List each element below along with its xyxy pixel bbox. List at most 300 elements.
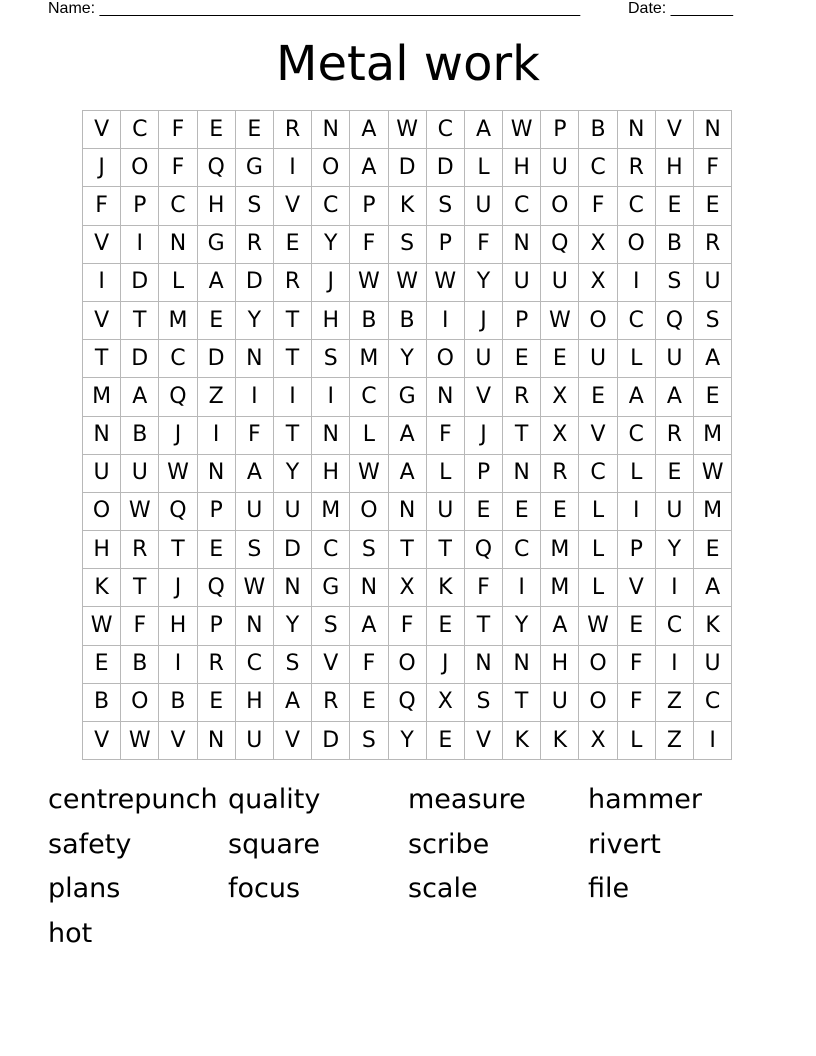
- grid-cell[interactable]: H: [236, 684, 274, 722]
- grid-cell[interactable]: D: [274, 531, 312, 569]
- grid-cell[interactable]: V: [618, 569, 656, 607]
- grid-cell[interactable]: U: [465, 340, 503, 378]
- grid-cell[interactable]: O: [618, 226, 656, 264]
- grid-cell[interactable]: R: [121, 531, 159, 569]
- grid-cell[interactable]: I: [503, 569, 541, 607]
- grid-cell[interactable]: S: [427, 187, 465, 225]
- grid-cell[interactable]: R: [503, 378, 541, 416]
- grid-cell[interactable]: F: [579, 187, 617, 225]
- grid-cell[interactable]: E: [465, 493, 503, 531]
- grid-cell[interactable]: V: [656, 111, 694, 149]
- grid-cell[interactable]: H: [312, 455, 350, 493]
- grid-cell[interactable]: S: [350, 722, 388, 760]
- grid-cell[interactable]: F: [236, 417, 274, 455]
- grid-cell[interactable]: U: [656, 340, 694, 378]
- word-bank-item: hot: [48, 918, 93, 950]
- grid-cell[interactable]: V: [579, 417, 617, 455]
- grid-cell[interactable]: I: [656, 569, 694, 607]
- grid-cell[interactable]: R: [656, 417, 694, 455]
- grid-cell[interactable]: L: [159, 264, 197, 302]
- grid-cell[interactable]: L: [618, 722, 656, 760]
- grid-cell[interactable]: M: [159, 302, 197, 340]
- grid-cell[interactable]: G: [312, 569, 350, 607]
- grid-cell[interactable]: E: [503, 340, 541, 378]
- grid-cell[interactable]: F: [159, 111, 197, 149]
- grid-cell[interactable]: M: [541, 569, 579, 607]
- grid-cell[interactable]: R: [694, 226, 732, 264]
- grid-cell[interactable]: H: [656, 149, 694, 187]
- grid-cell[interactable]: F: [694, 149, 732, 187]
- grid-cell[interactable]: O: [121, 684, 159, 722]
- grid-cell[interactable]: S: [236, 187, 274, 225]
- grid-cell[interactable]: B: [121, 646, 159, 684]
- grid-cell[interactable]: G: [198, 226, 236, 264]
- grid-cell[interactable]: N: [618, 111, 656, 149]
- grid-cell[interactable]: R: [274, 111, 312, 149]
- grid-cell[interactable]: X: [389, 569, 427, 607]
- grid-cell[interactable]: P: [121, 187, 159, 225]
- grid-cell[interactable]: E: [427, 722, 465, 760]
- grid-cell[interactable]: A: [694, 340, 732, 378]
- grid-cell[interactable]: R: [198, 646, 236, 684]
- grid-cell[interactable]: V: [83, 722, 121, 760]
- name-field[interactable]: Name: ______________________________________________________: [48, 0, 581, 17]
- grid-cell[interactable]: F: [465, 226, 503, 264]
- grid-cell[interactable]: A: [618, 378, 656, 416]
- grid-cell[interactable]: R: [541, 455, 579, 493]
- grid-cell[interactable]: Q: [656, 302, 694, 340]
- grid-cell[interactable]: Y: [236, 302, 274, 340]
- grid-cell[interactable]: T: [389, 531, 427, 569]
- grid-cell[interactable]: I: [656, 646, 694, 684]
- grid-cell[interactable]: X: [579, 226, 617, 264]
- grid-cell[interactable]: C: [618, 302, 656, 340]
- grid-cell[interactable]: N: [503, 226, 541, 264]
- grid-cell[interactable]: X: [579, 264, 617, 302]
- grid-cell[interactable]: C: [694, 684, 732, 722]
- grid-cell[interactable]: D: [121, 264, 159, 302]
- grid-cell[interactable]: U: [579, 340, 617, 378]
- grid-cell[interactable]: M: [350, 340, 388, 378]
- grid-cell[interactable]: M: [694, 493, 732, 531]
- word-bank-item: safety: [48, 828, 132, 860]
- grid-cell[interactable]: E: [198, 302, 236, 340]
- grid-cell[interactable]: C: [579, 455, 617, 493]
- grid-cell[interactable]: D: [198, 340, 236, 378]
- grid-cell[interactable]: B: [159, 684, 197, 722]
- grid-cell[interactable]: T: [121, 569, 159, 607]
- grid-cell[interactable]: R: [236, 226, 274, 264]
- grid-cell[interactable]: I: [312, 378, 350, 416]
- grid-cell[interactable]: N: [312, 417, 350, 455]
- grid-cell[interactable]: L: [350, 417, 388, 455]
- grid-cell[interactable]: L: [579, 531, 617, 569]
- grid-cell[interactable]: A: [236, 455, 274, 493]
- grid-cell[interactable]: T: [503, 684, 541, 722]
- grid-cell[interactable]: P: [198, 493, 236, 531]
- grid-cell[interactable]: N: [274, 569, 312, 607]
- word-bank-item: quality: [228, 784, 321, 815]
- grid-cell[interactable]: H: [198, 187, 236, 225]
- grid-cell[interactable]: T: [503, 417, 541, 455]
- grid-cell[interactable]: S: [656, 264, 694, 302]
- word-bank-item: scale: [408, 873, 478, 905]
- grid-cell[interactable]: F: [427, 417, 465, 455]
- grid-cell[interactable]: M: [312, 493, 350, 531]
- grid-cell[interactable]: C: [656, 607, 694, 645]
- grid-cell[interactable]: L: [618, 455, 656, 493]
- grid-cell[interactable]: U: [427, 493, 465, 531]
- grid-cell[interactable]: S: [274, 646, 312, 684]
- grid-cell[interactable]: E: [579, 378, 617, 416]
- grid-cell[interactable]: V: [465, 722, 503, 760]
- grid-cell[interactable]: P: [465, 455, 503, 493]
- grid-cell[interactable]: W: [121, 722, 159, 760]
- grid-cell[interactable]: X: [541, 417, 579, 455]
- grid-cell[interactable]: I: [618, 493, 656, 531]
- grid-cell[interactable]: I: [198, 417, 236, 455]
- grid-cell[interactable]: A: [694, 569, 732, 607]
- grid-cell[interactable]: E: [198, 684, 236, 722]
- grid-cell[interactable]: L: [465, 149, 503, 187]
- grid-cell[interactable]: S: [350, 531, 388, 569]
- grid-cell[interactable]: P: [503, 302, 541, 340]
- grid-cell[interactable]: W: [236, 569, 274, 607]
- grid-cell[interactable]: V: [83, 302, 121, 340]
- grid-cell[interactable]: D: [121, 340, 159, 378]
- grid-cell[interactable]: S: [465, 684, 503, 722]
- grid-cell[interactable]: W: [389, 111, 427, 149]
- grid-cell[interactable]: A: [274, 684, 312, 722]
- grid-cell[interactable]: F: [389, 607, 427, 645]
- grid-cell[interactable]: C: [579, 149, 617, 187]
- grid-cell[interactable]: B: [121, 417, 159, 455]
- grid-cell[interactable]: U: [274, 493, 312, 531]
- grid-cell[interactable]: H: [159, 607, 197, 645]
- grid-cell[interactable]: W: [579, 607, 617, 645]
- grid-cell[interactable]: A: [350, 111, 388, 149]
- grid-cell[interactable]: P: [198, 607, 236, 645]
- grid-cell[interactable]: W: [427, 264, 465, 302]
- grid-cell[interactable]: N: [159, 226, 197, 264]
- grid-cell[interactable]: Y: [389, 340, 427, 378]
- grid-cell[interactable]: O: [83, 493, 121, 531]
- grid-cell[interactable]: C: [350, 378, 388, 416]
- grid-cell[interactable]: U: [694, 264, 732, 302]
- grid-cell[interactable]: C: [503, 531, 541, 569]
- grid-cell[interactable]: E: [694, 378, 732, 416]
- grid-cell[interactable]: F: [618, 684, 656, 722]
- grid-cell[interactable]: E: [350, 684, 388, 722]
- grid-cell[interactable]: D: [236, 264, 274, 302]
- grid-cell[interactable]: N: [503, 646, 541, 684]
- grid-cell[interactable]: L: [579, 569, 617, 607]
- grid-cell[interactable]: N: [83, 417, 121, 455]
- grid-cell[interactable]: E: [274, 226, 312, 264]
- grid-cell[interactable]: W: [503, 111, 541, 149]
- grid-cell[interactable]: M: [694, 417, 732, 455]
- grid-cell[interactable]: Y: [503, 607, 541, 645]
- grid-cell[interactable]: A: [541, 607, 579, 645]
- grid-cell[interactable]: Q: [389, 684, 427, 722]
- grid-cell[interactable]: T: [274, 302, 312, 340]
- grid-cell[interactable]: O: [579, 684, 617, 722]
- grid-cell[interactable]: H: [503, 149, 541, 187]
- grid-cell[interactable]: C: [159, 187, 197, 225]
- grid-cell[interactable]: V: [83, 111, 121, 149]
- grid-cell[interactable]: U: [236, 493, 274, 531]
- grid-cell[interactable]: I: [236, 378, 274, 416]
- grid-cell[interactable]: L: [618, 340, 656, 378]
- grid-cell[interactable]: K: [503, 722, 541, 760]
- grid-cell[interactable]: Q: [198, 569, 236, 607]
- grid-cell[interactable]: U: [236, 722, 274, 760]
- grid-cell[interactable]: Z: [656, 684, 694, 722]
- grid-cell[interactable]: Q: [465, 531, 503, 569]
- grid-cell[interactable]: J: [312, 264, 350, 302]
- grid-cell[interactable]: V: [312, 646, 350, 684]
- grid-cell[interactable]: T: [121, 302, 159, 340]
- grid-cell[interactable]: I: [274, 378, 312, 416]
- grid-cell[interactable]: N: [427, 378, 465, 416]
- grid-cell[interactable]: A: [389, 417, 427, 455]
- grid-cell[interactable]: Y: [389, 722, 427, 760]
- grid-cell[interactable]: W: [83, 607, 121, 645]
- grid-cell[interactable]: O: [579, 302, 617, 340]
- grid-cell[interactable]: U: [541, 149, 579, 187]
- date-field[interactable]: Date: _______: [628, 0, 733, 17]
- word-bank-item: focus: [228, 873, 301, 905]
- grid-cell[interactable]: T: [83, 340, 121, 378]
- grid-cell[interactable]: O: [312, 149, 350, 187]
- grid-cell[interactable]: C: [236, 646, 274, 684]
- grid-cell[interactable]: S: [312, 607, 350, 645]
- grid-cell[interactable]: O: [579, 646, 617, 684]
- grid-cell[interactable]: I: [274, 149, 312, 187]
- grid-cell[interactable]: I: [694, 722, 732, 760]
- grid-cell[interactable]: U: [541, 684, 579, 722]
- grid-cell[interactable]: I: [427, 302, 465, 340]
- grid-cell[interactable]: N: [694, 111, 732, 149]
- grid-cell[interactable]: E: [236, 111, 274, 149]
- grid-cell[interactable]: A: [350, 607, 388, 645]
- grid-cell[interactable]: P: [541, 111, 579, 149]
- grid-cell[interactable]: K: [694, 607, 732, 645]
- grid-cell[interactable]: F: [350, 226, 388, 264]
- grid-cell[interactable]: P: [618, 531, 656, 569]
- grid-cell[interactable]: U: [465, 187, 503, 225]
- word-search-grid: [82, 110, 732, 760]
- grid-cell[interactable]: I: [83, 264, 121, 302]
- grid-cell[interactable]: F: [465, 569, 503, 607]
- grid-cell[interactable]: T: [427, 531, 465, 569]
- grid-cell[interactable]: Q: [159, 493, 197, 531]
- grid-cell[interactable]: U: [503, 264, 541, 302]
- word-bank-item: plans: [48, 873, 121, 905]
- grid-cell[interactable]: O: [121, 149, 159, 187]
- grid-cell[interactable]: F: [121, 607, 159, 645]
- grid-cell[interactable]: T: [274, 340, 312, 378]
- grid-cell[interactable]: Y: [274, 455, 312, 493]
- grid-cell[interactable]: U: [121, 455, 159, 493]
- grid-cell[interactable]: R: [274, 264, 312, 302]
- grid-cell[interactable]: C: [618, 187, 656, 225]
- grid-cell[interactable]: E: [541, 340, 579, 378]
- grid-cell[interactable]: O: [350, 493, 388, 531]
- grid-cell[interactable]: Q: [541, 226, 579, 264]
- grid-cell[interactable]: T: [159, 531, 197, 569]
- grid-cell[interactable]: J: [427, 646, 465, 684]
- grid-cell[interactable]: E: [656, 455, 694, 493]
- grid-cell[interactable]: Z: [198, 378, 236, 416]
- grid-cell[interactable]: M: [83, 378, 121, 416]
- grid-cell[interactable]: K: [541, 722, 579, 760]
- grid-cell[interactable]: E: [656, 187, 694, 225]
- grid-cell[interactable]: A: [389, 455, 427, 493]
- grid-cell[interactable]: N: [312, 111, 350, 149]
- grid-cell[interactable]: T: [274, 417, 312, 455]
- grid-cell[interactable]: C: [312, 531, 350, 569]
- grid-cell[interactable]: O: [389, 646, 427, 684]
- grid-cell[interactable]: W: [389, 264, 427, 302]
- grid-cell[interactable]: R: [312, 684, 350, 722]
- grid-cell[interactable]: V: [465, 378, 503, 416]
- grid-cell[interactable]: V: [83, 226, 121, 264]
- grid-cell[interactable]: G: [236, 149, 274, 187]
- grid-cell[interactable]: A: [465, 111, 503, 149]
- grid-cell[interactable]: J: [83, 149, 121, 187]
- grid-cell[interactable]: K: [83, 569, 121, 607]
- grid-cell[interactable]: I: [121, 226, 159, 264]
- grid-cell[interactable]: N: [389, 493, 427, 531]
- grid-cell[interactable]: L: [427, 455, 465, 493]
- grid-cell[interactable]: B: [83, 684, 121, 722]
- grid-cell[interactable]: V: [274, 722, 312, 760]
- grid-cell[interactable]: C: [427, 111, 465, 149]
- grid-cell[interactable]: N: [236, 607, 274, 645]
- grid-cell[interactable]: B: [389, 302, 427, 340]
- grid-cell[interactable]: O: [427, 340, 465, 378]
- grid-cell[interactable]: C: [159, 340, 197, 378]
- grid-cell[interactable]: P: [427, 226, 465, 264]
- grid-cell[interactable]: M: [541, 531, 579, 569]
- grid-cell[interactable]: N: [350, 569, 388, 607]
- grid-cell[interactable]: F: [350, 646, 388, 684]
- grid-cell[interactable]: D: [312, 722, 350, 760]
- grid-cell[interactable]: U: [83, 455, 121, 493]
- word-bank-item: file: [588, 873, 630, 905]
- grid-cell[interactable]: B: [350, 302, 388, 340]
- grid-cell[interactable]: E: [427, 607, 465, 645]
- grid-cell[interactable]: W: [694, 455, 732, 493]
- grid-cell[interactable]: N: [465, 646, 503, 684]
- grid-cell[interactable]: E: [541, 493, 579, 531]
- grid-cell[interactable]: K: [389, 187, 427, 225]
- grid-cell[interactable]: D: [427, 149, 465, 187]
- grid-cell[interactable]: V: [274, 187, 312, 225]
- grid-cell[interactable]: T: [465, 607, 503, 645]
- grid-cell[interactable]: H: [312, 302, 350, 340]
- grid-cell[interactable]: E: [694, 187, 732, 225]
- grid-cell[interactable]: E: [503, 493, 541, 531]
- grid-cell[interactable]: A: [198, 264, 236, 302]
- grid-cell[interactable]: S: [236, 531, 274, 569]
- grid-cell[interactable]: F: [159, 149, 197, 187]
- grid-cell[interactable]: F: [83, 187, 121, 225]
- grid-cell[interactable]: W: [350, 264, 388, 302]
- grid-cell[interactable]: A: [121, 378, 159, 416]
- grid-cell[interactable]: X: [579, 722, 617, 760]
- grid-cell[interactable]: W: [121, 493, 159, 531]
- grid-cell[interactable]: O: [541, 187, 579, 225]
- grid-cell[interactable]: U: [541, 264, 579, 302]
- grid-cell[interactable]: C: [312, 187, 350, 225]
- grid-cell[interactable]: Y: [274, 607, 312, 645]
- grid-cell[interactable]: Z: [656, 722, 694, 760]
- grid-cell[interactable]: W: [541, 302, 579, 340]
- grid-cell[interactable]: U: [694, 646, 732, 684]
- grid-cell[interactable]: G: [389, 378, 427, 416]
- grid-cell[interactable]: J: [465, 302, 503, 340]
- grid-cell[interactable]: L: [579, 493, 617, 531]
- grid-cell[interactable]: J: [159, 569, 197, 607]
- grid-cell[interactable]: E: [83, 646, 121, 684]
- grid-cell[interactable]: J: [465, 417, 503, 455]
- grid-cell[interactable]: B: [579, 111, 617, 149]
- grid-cell[interactable]: E: [694, 531, 732, 569]
- grid-cell[interactable]: Y: [312, 226, 350, 264]
- grid-cell[interactable]: R: [618, 149, 656, 187]
- grid-cell[interactable]: X: [427, 684, 465, 722]
- grid-cell[interactable]: S: [694, 302, 732, 340]
- grid-cell[interactable]: W: [350, 455, 388, 493]
- grid-cell[interactable]: V: [159, 722, 197, 760]
- grid-cell[interactable]: U: [656, 493, 694, 531]
- grid-cell[interactable]: S: [312, 340, 350, 378]
- grid-cell[interactable]: F: [618, 646, 656, 684]
- grid-cell[interactable]: B: [656, 226, 694, 264]
- grid-cell[interactable]: H: [83, 531, 121, 569]
- grid-cell[interactable]: I: [159, 646, 197, 684]
- grid-cell[interactable]: I: [618, 264, 656, 302]
- grid-cell[interactable]: E: [198, 111, 236, 149]
- grid-cell[interactable]: A: [350, 149, 388, 187]
- grid-cell[interactable]: N: [503, 455, 541, 493]
- grid-cell[interactable]: Y: [465, 264, 503, 302]
- grid-cell[interactable]: C: [618, 417, 656, 455]
- grid-cell[interactable]: D: [389, 149, 427, 187]
- grid-cell[interactable]: C: [503, 187, 541, 225]
- grid-cell[interactable]: J: [159, 417, 197, 455]
- grid-cell[interactable]: N: [236, 340, 274, 378]
- grid-cell[interactable]: E: [198, 531, 236, 569]
- word-bank-item: hammer: [588, 784, 702, 815]
- grid-cell[interactable]: C: [121, 111, 159, 149]
- grid-cell[interactable]: Y: [656, 531, 694, 569]
- grid-cell[interactable]: K: [427, 569, 465, 607]
- grid-cell[interactable]: N: [198, 455, 236, 493]
- grid-cell[interactable]: E: [618, 607, 656, 645]
- grid-cell[interactable]: S: [389, 226, 427, 264]
- grid-cell[interactable]: P: [350, 187, 388, 225]
- grid-cell[interactable]: H: [541, 646, 579, 684]
- grid-cell[interactable]: N: [198, 722, 236, 760]
- grid-cell[interactable]: A: [656, 378, 694, 416]
- grid-cell[interactable]: X: [541, 378, 579, 416]
- grid-cell[interactable]: Q: [159, 378, 197, 416]
- grid-cell[interactable]: Q: [198, 149, 236, 187]
- grid-cell[interactable]: W: [159, 455, 197, 493]
